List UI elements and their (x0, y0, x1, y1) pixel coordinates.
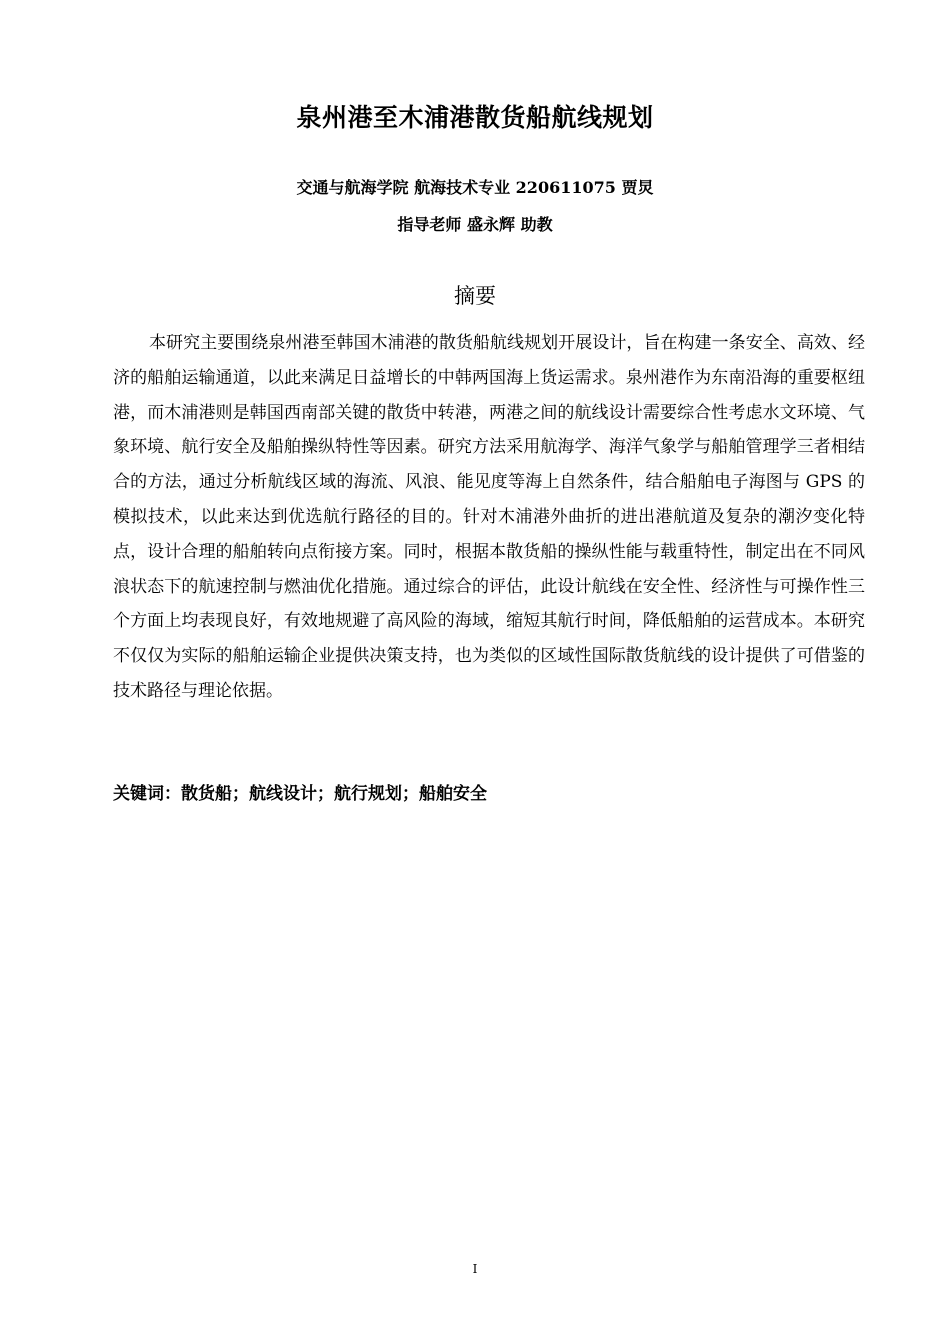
paper-title: 泉州港至木浦港散货船航线规划 (296, 103, 654, 132)
advisor-line: 指导老师 盛永辉 助教 (397, 215, 553, 234)
abstract-body: 本研究主要围绕泉州港至韩国木浦港的散货船航线规划开展设计，旨在构建一条安全、高效、经济的船舶运输通道，以此来满足日益增长的中韩两国海上货运需求。泉州港作为东南沿海的重要枢纽港，而木浦港则是韩国西南部关键的散货中转港，两港之间的航线设计需要综合性考虑水文环境、气象环境、航行安全及船舶操纵特性等因素。研究方法采用航海学、海洋气象学与船舶管理学三者相结合的方法，通过分析航线区域的海流、风浪、能见度等海上自然条件，结合船舶电子海图与 GPS 的模拟技术，以此来达到优选航行路径的目的。针对木浦港外曲折的进出港航道及复杂的潮汐变化特点，设计合理的船舶转向点衔接方案。同时，根据本散货船的操纵性能与载重特性，制定出在不同风浪状态下的航速控制与燃油优化措施。通过综合的评估，此设计航线在安全性、经济性与可操作性三个方面上均表现良好，有效地规避了高风险的海域，缩短其航行时间，降低船舶的运营成本。本研究不仅仅为实际的船舶运输企业提供决策支持，也为类似的区域性国际散货航线的设计提供了可借鉴的技术路径与理论依据。 (113, 333, 865, 701)
abstract-heading: 摘要 (454, 284, 496, 308)
page-number: I (472, 1262, 478, 1276)
keywords-line: 关键词：散货船；航线设计；航行规划；船舶安全 (113, 784, 487, 804)
author-affiliation: 交通与航海学院 航海技术专业 220611075 贾炅 (296, 178, 654, 197)
